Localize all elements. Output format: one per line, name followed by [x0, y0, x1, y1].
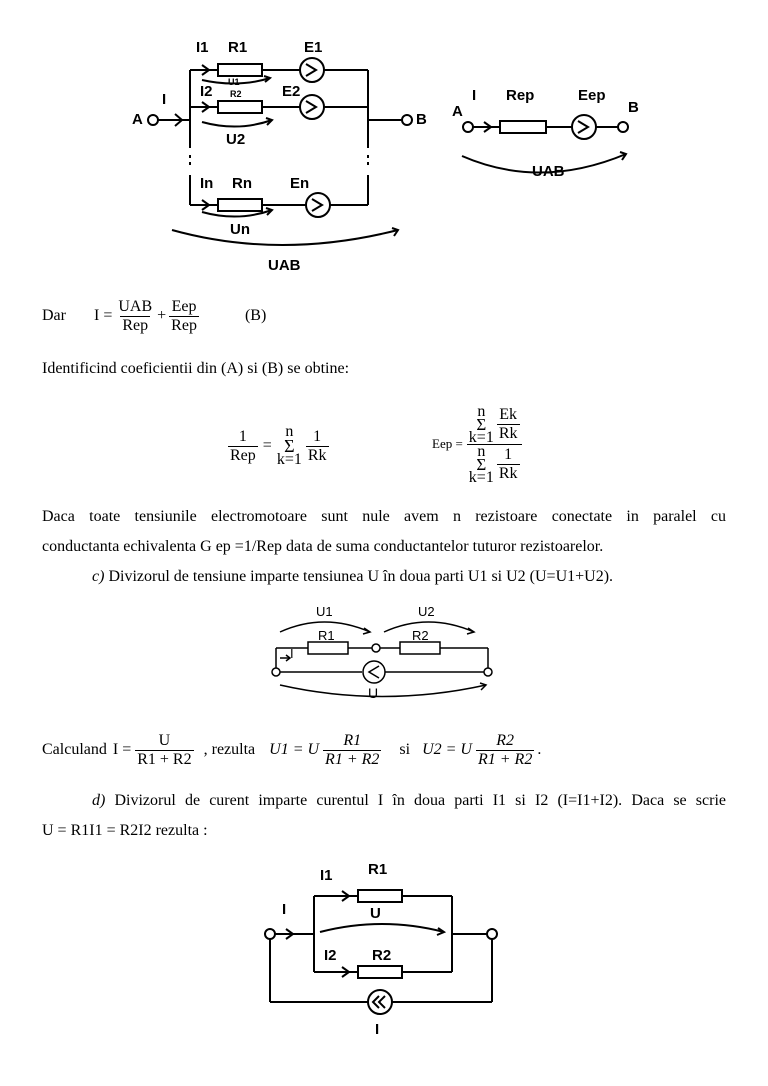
label-i2: I2 [324, 947, 337, 964]
figure-voltage-divider [262, 600, 502, 712]
sum-lower: k=1 [276, 451, 302, 468]
label-node-a: A [452, 103, 463, 120]
sum-upper: n [285, 423, 294, 440]
sum-symbol [468, 402, 494, 446]
label-uab: UAB [532, 163, 565, 180]
denominator: R1 + R2 [325, 750, 380, 768]
label-r1: R1 [228, 39, 248, 56]
sigma: Σ [284, 436, 295, 456]
denominator: R1 + R2 [477, 750, 533, 768]
figure-current-divider [252, 852, 522, 1048]
label-rn: Rn [232, 175, 252, 192]
sum-upper: n [477, 402, 486, 420]
numerator: 1 [504, 445, 513, 463]
paragraph-conductance [42, 502, 726, 562]
paragraph-line [42, 786, 726, 816]
figure-equivalent-branch [448, 80, 648, 190]
label-i: I [290, 646, 294, 661]
label-u2: U2 [226, 131, 246, 148]
label-node-b: B [628, 99, 639, 116]
label-node-b: B [416, 111, 427, 128]
fraction-1-rk [497, 446, 520, 483]
numerator: R1 [343, 731, 362, 749]
denominator [467, 444, 522, 484]
label-u1: U1 [316, 604, 333, 619]
sigma: Σ [476, 414, 487, 434]
paragraph-voltage-divider [92, 568, 613, 586]
label-source-i: I [375, 1021, 380, 1038]
paragraph-line: U = R1I1 = R2I2 rezulta : [42, 822, 208, 839]
identify-text: Identificind coeficientii din (A) si (B) se obtine: [42, 360, 350, 377]
label-i: I [162, 91, 167, 108]
paragraph-line: conductanta echivalenta G ep =1/Rep data de suma conductantelor tuturor rezistoarelor. [42, 538, 604, 555]
label-node-a: A [132, 111, 143, 128]
fraction-uab-rep [116, 298, 154, 335]
numerator: 1 [238, 427, 247, 445]
label-i1: I1 [320, 867, 333, 884]
label-r1: R1 [318, 628, 335, 643]
equation-tag: (B) [244, 307, 267, 324]
sum-symbol [468, 442, 494, 486]
numerator [467, 402, 522, 446]
equals-sign: = [262, 437, 272, 454]
eq-prefix: Dar [42, 307, 66, 324]
label-u2: U2 [418, 604, 435, 619]
fraction-1-rep [228, 428, 258, 465]
label-un: Un [230, 221, 250, 238]
sigma: Σ [476, 454, 487, 474]
paragraph-line: Daca toate tensiunile electromotoare sunt nule avem n rezistoare conectate in paralel cu [42, 508, 726, 525]
label-e1: E1 [304, 39, 323, 56]
label-e2: E2 [282, 83, 301, 100]
label-eep: Eep [578, 87, 606, 104]
label-r2-small: R2 [230, 89, 242, 99]
figure-parallel-branches [120, 30, 440, 280]
eq-rezulta: , rezulta [203, 741, 256, 758]
label-in: In [200, 175, 214, 192]
fraction-eep [467, 402, 522, 486]
item-letter: c) [92, 568, 105, 585]
label-i: I [472, 87, 477, 104]
fraction-1-rk [306, 428, 329, 465]
fraction-r2 [476, 732, 534, 769]
item-text: Divizorul de curent imparte curentul I în doua parti I1 si I2 (I=I1+I2). Daca se scrie [114, 792, 726, 809]
eq-period: . [537, 741, 542, 758]
label-uab: UAB [268, 257, 301, 274]
label-r1: R1 [368, 861, 388, 878]
denominator: Rk [498, 464, 518, 482]
label-u: U [370, 905, 381, 922]
denominator: Rep [230, 446, 256, 464]
label-u: U [368, 685, 379, 701]
plus-sign: + [157, 307, 167, 324]
fraction-eep-rep [169, 298, 199, 335]
item-text: Divizorul de tensiune imparte tensiunea U în doua parti U1 si U2 (U=U1+U2). [108, 568, 614, 585]
numerator: 1 [313, 427, 322, 445]
fraction-ek-rk [497, 406, 520, 443]
denominator: Rk [498, 424, 518, 442]
label-en: En [290, 175, 310, 192]
equation-rep [228, 418, 329, 474]
numerator: U [158, 731, 171, 749]
label-i2: I2 [200, 83, 213, 100]
equation-divider [42, 722, 541, 778]
label-i1: I1 [196, 39, 209, 56]
fraction-u-r1r2 [135, 732, 193, 769]
label-r2: R2 [412, 628, 429, 643]
item-letter: d) [92, 792, 106, 809]
denominator: R1 + R2 [137, 750, 192, 768]
sum-lower: k=1 [468, 428, 494, 446]
numerator: Eep [171, 297, 197, 315]
label-rep: Rep [506, 87, 535, 104]
eq-lhs: I = [112, 741, 132, 758]
eq-prefix: Calculand [42, 741, 107, 758]
denominator: Rk [307, 446, 327, 464]
label-u1: U1 [228, 77, 240, 87]
equation-b [42, 288, 266, 344]
sum-upper: n [477, 442, 486, 460]
eq-lhs: I = [94, 307, 113, 324]
numerator: UAB [118, 297, 153, 315]
denominator: Rep [171, 316, 197, 334]
paragraph-current-divider [42, 786, 726, 846]
eq-lhs: Eep = [432, 436, 463, 451]
eq-u1: U1 = U [269, 741, 320, 758]
sum-symbol [277, 425, 302, 467]
eq-u2: U2 = U [422, 741, 472, 758]
equation-eep [432, 392, 522, 496]
numerator: Ek [499, 405, 518, 423]
numerator: R2 [496, 731, 515, 749]
denominator: Rep [122, 316, 149, 334]
fraction-r1 [323, 732, 381, 769]
eq-si: si [399, 741, 411, 758]
label-r2: R2 [372, 947, 392, 964]
label-i: I [282, 901, 287, 918]
sum-lower: k=1 [468, 468, 494, 486]
